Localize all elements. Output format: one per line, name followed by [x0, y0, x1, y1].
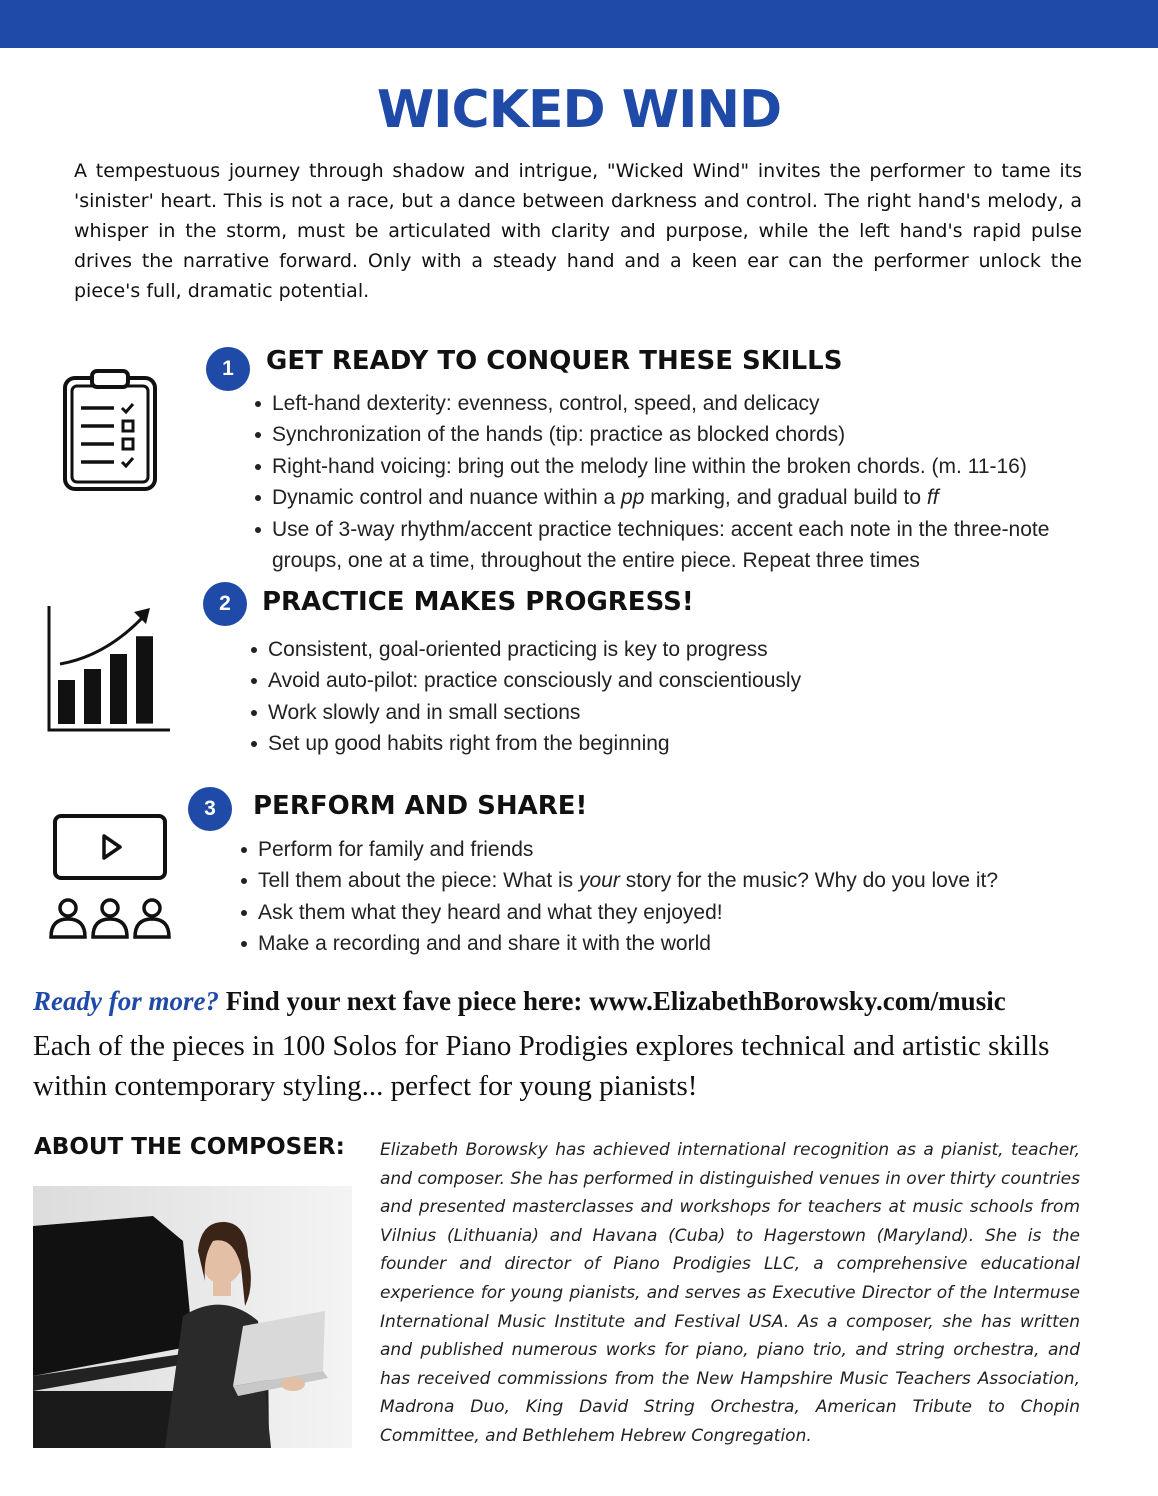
find-link-text[interactable]: Find your next fave piece here: www.ElizabethBorowsky.com/music: [225, 986, 1006, 1016]
list-item: [240, 865, 1100, 896]
collection-description: Each of the pieces in 100 Solos for Piano Prodigies explores technical and artistic skills within contemporary styling... perfect for young pianists!: [33, 1030, 1050, 1102]
list-item: Synchronization of the hands (tip: practice as blocked chords): [254, 419, 1084, 450]
dynamic-marking-ff: ff: [926, 486, 939, 510]
growth-chart-icon: [46, 604, 172, 734]
video-audience-icon: [46, 812, 174, 942]
list-item: Use of 3-way rhythm/accent practice techniques: accent each note in the three-note groups, one at a time, throughout the entire piece. Repeat three times: [254, 514, 1084, 577]
list-item: Left-hand dexterity: evenness, control, speed, and delicacy: [254, 388, 1084, 419]
about-heading: ABOUT THE COMPOSER:: [34, 1134, 345, 1160]
list-item-text: marking, and gradual build to: [644, 486, 927, 510]
section-1-number: 1: [206, 347, 250, 391]
section-2-title: PRACTICE MAKES PROGRESS!: [262, 587, 694, 617]
list-item: Make a recording and and share it with the world: [240, 928, 1100, 959]
list-item: Avoid auto-pilot: practice consciously and conscientiously: [250, 665, 1070, 696]
list-item-text: Dynamic control and nuance within a: [272, 486, 622, 510]
clipboard-checklist-icon: [62, 368, 158, 492]
perform-list: [240, 834, 1100, 960]
list-item: Right-hand voicing: bring out the melody line within the broken chords. (m. 11-16): [254, 451, 1084, 482]
section-2-number: 2: [203, 582, 247, 626]
list-item: Work slowly and in small sections: [250, 697, 1070, 728]
list-item-text: story for the music? Why do you love it?: [619, 869, 999, 893]
page-title: WICKED WIND: [376, 80, 782, 140]
composer-photo: [33, 1186, 352, 1448]
intro-paragraph: A tempestuous journey through shadow and intrigue, "Wicked Wind" invites the performer to tame its 'sinister' heart. This is not a race, but a dance between darkness and control. The right hand's melody, a whisper in the storm, must be articulated with clarity and purpose, while the left hand's rapid pulse drives the narrative forward. Only with a steady hand and a keen ear can the performer unlock the piece's full, dramatic potential.: [74, 160, 1082, 302]
skills-list: [254, 388, 1084, 576]
ready-question: Ready for more?: [33, 986, 219, 1016]
composer-bio: Elizabeth Borowsky has achieved international recognition as a pianist, teacher, and composer. She has performed in distinguished venues in over thirty countries and presented masterclasses and workshops for teachers at music schools from Vilnius (Lithuania) and Havana (Cuba) to Hagerstown (Maryland). She is the founder and director of Piano Prodigies LLC, a comprehensive educational experience for young pianists, and serves as Executive Director of the Intermuse International Music Institute and Festival USA. As a composer, she has written and published numerous works for piano, piano trio, and string orchestra, and has received commissions from the New Hampshire Music Teachers Association, Madrona Duo, King David String Orchestra, American Tribute to Chopin Committee, and Bethlehem Hebrew Congregation.: [380, 1140, 1080, 1446]
list-item-text: Tell them about the piece: What is: [258, 869, 579, 893]
list-item: Consistent, goal-oriented practicing is key to progress: [250, 634, 1070, 665]
emphasis-your: your: [579, 869, 620, 893]
list-item: Set up good habits right from the beginning: [250, 728, 1070, 759]
section-3-title: PERFORM AND SHARE!: [253, 791, 588, 821]
list-item: Perform for family and friends: [240, 834, 1100, 865]
list-item: [254, 482, 1084, 513]
section-3-number: 3: [188, 787, 232, 831]
dynamic-marking-pp: pp: [621, 486, 645, 510]
section-1-title: GET READY TO CONQUER THESE SKILLS: [266, 346, 843, 376]
top-banner: [0, 0, 1158, 48]
ready-for-more-line: [33, 986, 1133, 1017]
practice-list: [250, 634, 1070, 760]
list-item: Ask them what they heard and what they enjoyed!: [240, 897, 1100, 928]
